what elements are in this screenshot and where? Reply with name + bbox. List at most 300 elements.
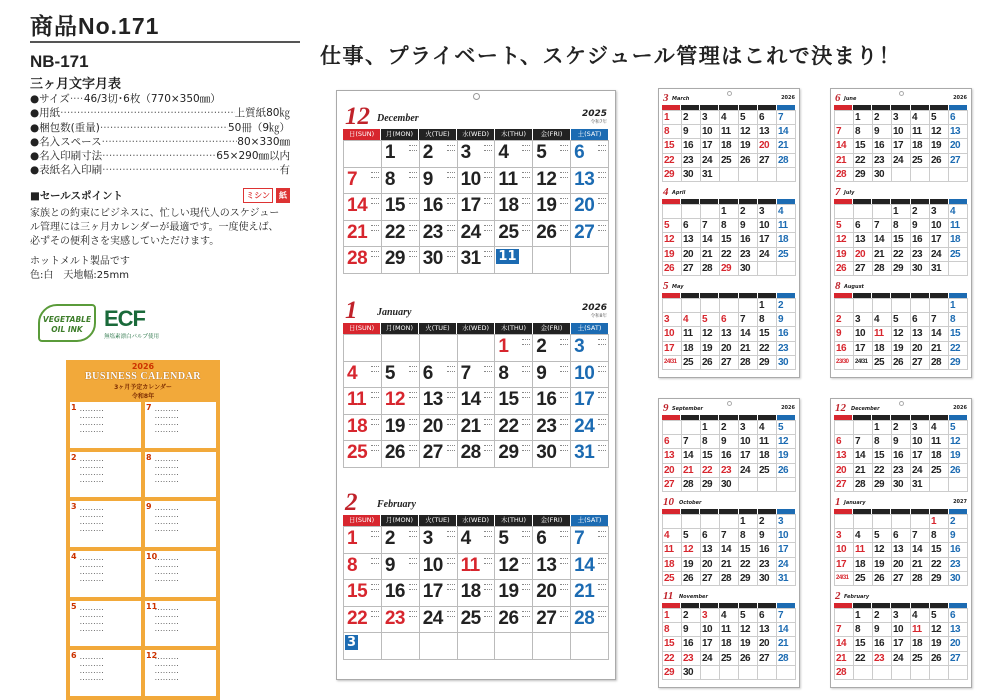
thumbnail-weekday-bar	[834, 293, 968, 298]
thumbnail-month-title	[662, 496, 796, 509]
thumbnail-day-cell: 26	[892, 356, 911, 370]
ecf-logo	[104, 306, 159, 340]
thumbnail-day-cell	[854, 666, 873, 680]
weekday-swatch	[891, 105, 910, 110]
thumbnail-day-cell: 9	[758, 529, 777, 543]
day-cell	[382, 554, 420, 581]
weekday-swatch	[872, 199, 891, 204]
spec-row	[30, 163, 290, 177]
day-cell	[344, 141, 382, 168]
holiday-note-lines	[560, 225, 568, 231]
thumbnail-day-cell: 25	[720, 154, 739, 168]
thumbnail-day-cell: 10	[930, 219, 949, 233]
day-number: 18	[498, 195, 519, 216]
thumbnail-day-cell: 27	[949, 652, 968, 666]
thumbnail-day-cell: 25	[682, 356, 701, 370]
holiday-note-lines	[522, 584, 530, 590]
thumbnail-day-cell: 2	[682, 609, 701, 623]
thumbnail-day-grid	[662, 514, 796, 586]
thumbnail-day-cell: 21	[720, 558, 739, 572]
thumbnail-day-cell: 21	[835, 154, 854, 168]
thumbnail-day-cell: 6	[949, 609, 968, 623]
day-cell	[344, 633, 382, 660]
weekday-swatch	[758, 509, 777, 514]
product-name: 三ヶ月文字月表	[30, 77, 122, 92]
thumbnail-day-cell: 22	[854, 652, 873, 666]
hanging-hole	[473, 93, 480, 100]
thumbnail-day-cell: 30	[873, 168, 892, 182]
thumbnail-day-cell: 11	[911, 623, 930, 637]
weekday-swatch	[758, 415, 777, 420]
thumbnail-day-cell: 9	[720, 435, 739, 449]
day-cell	[420, 168, 458, 195]
thumbnail-day-cell: 3	[739, 421, 758, 435]
perforation-badge: ミシン	[243, 188, 273, 203]
thumbnail-month-number: 7	[835, 186, 841, 198]
weekday-swatch	[719, 105, 738, 110]
day-cell	[382, 335, 420, 362]
headline: 仕事、プライベート、スケジュール管理はこれで決まり！	[320, 44, 902, 68]
month-number: 2	[345, 489, 358, 516]
front-cover-month	[145, 551, 216, 597]
thumbnail-day-cell	[930, 666, 949, 680]
thumbnail-day-cell: 18	[854, 558, 873, 572]
day-number: 11	[347, 389, 367, 410]
spec-value: 46/3切･6枚（770×350㎜）	[83, 93, 221, 105]
thumbnail-day-cell: 23	[739, 248, 758, 262]
thumbnail-day-cell: 18	[949, 233, 968, 247]
front-cover-era: 令和8年	[131, 393, 155, 400]
thumbnail-day-cell: 21	[777, 637, 796, 651]
weekday-swatch	[891, 293, 910, 298]
day-number: 12	[384, 389, 405, 410]
holiday-note-lines	[598, 225, 606, 231]
day-cell	[495, 554, 533, 581]
thumbnail-day-cell: 11	[758, 435, 777, 449]
thumbnail-month-name: June	[844, 96, 857, 102]
thumbnail-day-cell: 19	[739, 637, 758, 651]
day-cell	[533, 633, 571, 660]
day-cell	[495, 415, 533, 442]
thumbnail-month-number: 4	[663, 186, 669, 198]
thumbnail-day-cell: 8	[873, 435, 892, 449]
thumbnail-month-number: 10	[663, 496, 674, 508]
day-cell	[382, 527, 420, 554]
thumbnail-day-cell: 6	[758, 111, 777, 125]
day-number: 27	[422, 442, 443, 463]
holiday-note-lines	[409, 584, 417, 590]
front-cover-month-number: 4	[71, 552, 77, 561]
weekday-header	[343, 323, 609, 334]
day-number: 26	[536, 221, 557, 243]
thumbnail-day-cell	[949, 478, 968, 492]
spec-row	[30, 106, 290, 120]
thumbnail-month-number: 12	[835, 402, 846, 414]
thumbnail-month-title	[834, 590, 968, 603]
thumbnail-day-cell: 6	[663, 435, 682, 449]
thumbnail-day-cell	[892, 299, 911, 313]
thumbnail-day-cell: 10	[835, 543, 854, 557]
thumbnail-day-cell	[949, 168, 968, 182]
day-cell	[533, 362, 571, 389]
weekday-label: 木(THU)	[495, 323, 533, 334]
thumbnail-day-cell: 31	[911, 478, 930, 492]
thumbnail-day-cell: 11	[930, 435, 949, 449]
day-number: 21	[460, 415, 481, 437]
day-cell	[495, 247, 533, 274]
holiday-note-lines	[484, 251, 492, 257]
weekday-swatch	[949, 199, 968, 204]
weekday-swatch	[700, 415, 719, 420]
thumbnail-day-cell: 11	[682, 327, 701, 341]
thumbnail-day-cell: 11	[854, 543, 873, 557]
thumbnail-month-title	[834, 496, 968, 509]
day-number: 11	[498, 168, 518, 190]
weekday-swatch	[700, 199, 719, 204]
day-cell	[382, 362, 420, 389]
thumbnail-day-cell: 16	[835, 342, 854, 356]
thumbnail-month-number: 9	[663, 402, 669, 414]
weekday-swatch	[700, 603, 719, 608]
thumbnail-day-cell: 14	[835, 139, 854, 153]
holiday-note-lines	[598, 611, 606, 617]
thumbnail-day-cell: 26	[663, 262, 682, 276]
thumbnail-day-cell: 12	[777, 435, 796, 449]
day-number: 31	[574, 442, 595, 463]
holiday-note-lines	[409, 558, 417, 564]
thumbnail-day-cell	[777, 168, 796, 182]
thumbnail-day-cell: 17	[854, 342, 873, 356]
thumbnail-month-number: 1	[835, 496, 841, 508]
thumbnail-day-cell	[835, 421, 854, 435]
holiday-note-lines	[598, 145, 606, 151]
day-cell	[458, 141, 496, 168]
day-cell	[533, 388, 571, 415]
thumbnail-day-cell	[930, 478, 949, 492]
thumbnail-day-cell: 19	[701, 342, 720, 356]
thumbnail-day-cell: 27	[758, 154, 777, 168]
day-number: 9	[536, 362, 547, 384]
day-cell	[344, 335, 382, 362]
thumbnail-day-cell: 21	[777, 139, 796, 153]
holiday-note-lines	[484, 531, 492, 537]
day-cell	[458, 194, 496, 221]
thumbnail-day-cell: 23	[911, 248, 930, 262]
day-number: 14	[460, 389, 481, 410]
day-cell	[458, 388, 496, 415]
day-number: 18	[347, 415, 368, 437]
day-cell	[571, 554, 609, 581]
thumbnail-day-cell: 19	[682, 558, 701, 572]
day-cell	[458, 607, 496, 634]
weekday-swatch	[834, 293, 853, 298]
day-cell	[344, 580, 382, 607]
thumbnail-day-cell: 20	[663, 464, 682, 478]
thumbnail-day-cell: 6	[758, 609, 777, 623]
thumbnail-day-cell: 27	[701, 572, 720, 586]
day-number: 8	[384, 168, 395, 190]
holiday-note-lines	[371, 392, 379, 398]
thumbnail-month-number: 8	[835, 280, 841, 292]
thumbnail-month-name: August	[844, 284, 864, 290]
thumbnail-day-cell: 8	[949, 313, 968, 327]
thumbnail-day-cell	[930, 168, 949, 182]
thumbnail-day-cell: 5	[930, 609, 949, 623]
spec-value: 上質紙80㎏	[234, 107, 290, 120]
day-number: 19	[498, 581, 519, 602]
thumbnail-day-cell: 24	[758, 248, 777, 262]
day-number: 17	[422, 581, 443, 602]
thumbnail-month-block	[662, 280, 796, 371]
thumbnail-day-cell: 3	[911, 421, 930, 435]
thumbnail-day-cell: 11	[720, 125, 739, 139]
thumbnail-day-cell: 13	[663, 449, 682, 463]
thumbnail-day-cell: 7	[720, 529, 739, 543]
weekday-swatch	[949, 105, 968, 110]
day-cell	[571, 194, 609, 221]
thumbnail-day-cell: 10	[663, 327, 682, 341]
weekday-swatch	[777, 293, 796, 298]
holiday-note-lines	[447, 558, 455, 564]
day-cell	[382, 168, 420, 195]
holiday-note-lines	[598, 445, 606, 451]
thumbnail-day-cell: 5	[930, 111, 949, 125]
front-cover-month-number: 7	[146, 403, 152, 412]
thumbnail-day-cell	[873, 666, 892, 680]
front-cover-month	[145, 402, 216, 448]
spec-key: ●名入印刷寸法	[30, 150, 103, 163]
holiday-note-lines	[522, 419, 530, 425]
thumbnail-day-cell: 17	[663, 342, 682, 356]
holiday-note-lines	[484, 584, 492, 590]
thumbnail-day-cell: 12	[930, 623, 949, 637]
thumbnail-day-cell: 5	[873, 529, 892, 543]
day-cell	[458, 168, 496, 195]
thumbnail-day-grid	[834, 298, 968, 370]
thumbnail-weekday-bar	[662, 509, 796, 514]
thumbnail-day-cell: 3	[701, 609, 720, 623]
thumbnail-day-cell: 22	[758, 342, 777, 356]
thumbnail-day-cell: 23	[682, 154, 701, 168]
thumbnail-month-name: November	[679, 594, 708, 600]
thumbnail-month-number: 2	[835, 590, 841, 602]
holiday-note-lines	[560, 611, 568, 617]
thumbnail-day-cell: 22	[663, 154, 682, 168]
thumbnail-month-title	[662, 402, 796, 415]
thumbnail-day-cell: 29	[663, 168, 682, 182]
day-cell	[495, 633, 533, 660]
thumbnail-day-cell: 23	[720, 464, 739, 478]
thumbnail-day-cell: 24	[892, 154, 911, 168]
day-cell	[458, 554, 496, 581]
weekday-swatch	[891, 415, 910, 420]
thumbnail-day-cell	[777, 666, 796, 680]
thumbnail-month-block	[834, 92, 968, 183]
thumbnail-month-title	[662, 186, 796, 199]
thumbnail-day-cell: 27	[854, 262, 873, 276]
weekday-swatch	[662, 509, 681, 514]
weekday-label: 水(WED)	[457, 515, 495, 526]
thumbnail-day-cell: 30	[682, 168, 701, 182]
thumbnail-weekday-bar	[662, 293, 796, 298]
day-number: 23	[536, 415, 557, 437]
thumbnail-day-cell: 28	[873, 262, 892, 276]
thumbnail-day-cell: 27	[911, 356, 930, 370]
day-cell	[571, 388, 609, 415]
thumbnail-day-cell: 21	[701, 248, 720, 262]
mini-next-month	[345, 635, 360, 650]
thumbnail-day-cell: 13	[892, 543, 911, 557]
thumbnail-day-cell: 27	[720, 356, 739, 370]
day-cell	[571, 221, 609, 248]
thumbnail-day-cell: 9	[739, 219, 758, 233]
day-cell	[533, 168, 571, 195]
thumbnail-day-cell: 4	[949, 205, 968, 219]
weekday-swatch	[662, 105, 681, 110]
thumbnail-month-title	[834, 402, 968, 415]
day-number: 1	[384, 142, 395, 163]
thumbnail-day-cell: 8	[854, 125, 873, 139]
thumbnail-day-cell	[720, 168, 739, 182]
product-notes	[30, 255, 290, 283]
thumbnail-year: 2026	[953, 95, 967, 101]
weekday-swatch	[758, 293, 777, 298]
weekday-swatch	[891, 199, 910, 204]
weekday-swatch	[681, 199, 700, 204]
thumbnail-day-cell	[720, 515, 739, 529]
day-cell	[344, 221, 382, 248]
holiday-note-lines	[409, 251, 417, 257]
product-number: 商品No.171	[30, 13, 160, 39]
day-cell	[344, 247, 382, 274]
thumbnail-day-cell: 1	[854, 111, 873, 125]
thumbnail-day-cell: 4	[758, 421, 777, 435]
thumbnail-day-cell: 25	[911, 652, 930, 666]
ecf-logo-sub: 無塩素漂白パルプ使用	[104, 334, 160, 340]
thumbnail-day-cell: 30	[911, 262, 930, 276]
thumbnail-day-cell: 13	[758, 623, 777, 637]
day-cell	[533, 194, 571, 221]
thumbnail-weekday-bar	[834, 105, 968, 110]
thumbnail-day-cell: 11	[777, 219, 796, 233]
day-number: 20	[422, 415, 443, 437]
weekday-swatch	[719, 415, 738, 420]
thumbnail-day-cell: 19	[873, 558, 892, 572]
thumbnail-day-cell: 4	[911, 111, 930, 125]
holiday-note-lines	[560, 531, 568, 537]
thumbnail-day-cell: 22	[949, 342, 968, 356]
day-number: 27	[536, 607, 557, 629]
weekday-swatch	[949, 293, 968, 298]
thumbnail-day-cell: 12	[682, 543, 701, 557]
holiday-note-lines	[409, 172, 417, 178]
thumbnail-weekday-bar	[834, 603, 968, 608]
holiday-note-lines	[484, 198, 492, 204]
main-calendar-image	[336, 90, 616, 680]
weekday-swatch	[777, 509, 796, 514]
thumbnail-day-cell: 27	[758, 652, 777, 666]
day-number: 22	[498, 415, 519, 437]
thumbnail-day-cell: 14	[835, 637, 854, 651]
thumbnail-day-cell: 1	[892, 205, 911, 219]
thumbnail-day-cell: 24	[930, 248, 949, 262]
holiday-note-lines	[522, 339, 530, 345]
thumbnail-day-cell: 24	[777, 558, 796, 572]
thumbnail-day-cell: 12	[930, 125, 949, 139]
day-cell	[382, 607, 420, 634]
spec-value: 80×330㎜	[237, 135, 290, 148]
day-number: 24	[460, 221, 481, 243]
thumbnail-day-cell	[682, 299, 701, 313]
day-cell	[571, 141, 609, 168]
thumbnail-day-cell: 8	[854, 623, 873, 637]
thumbnail-day-cell: 30	[682, 666, 701, 680]
weekday-swatch	[739, 415, 758, 420]
weekday-swatch	[700, 105, 719, 110]
weekday-label: 木(THU)	[495, 515, 533, 526]
thumbnail-day-cell: 12	[739, 125, 758, 139]
holiday-note-lines	[371, 558, 379, 564]
weekday-swatch	[949, 509, 968, 514]
thumbnail-day-cell: 13	[949, 125, 968, 139]
day-number: 9	[384, 554, 395, 576]
thumbnail-day-cell: 21	[682, 464, 701, 478]
day-cell	[458, 221, 496, 248]
thumbnail-day-cell: 13	[949, 623, 968, 637]
front-cover-day-lines: ········· ········· ········· ·········	[155, 558, 180, 584]
day-grid	[343, 140, 609, 274]
thumbnail-day-cell: 17	[835, 558, 854, 572]
thumbnail-day-cell: 31	[777, 572, 796, 586]
thumbnail-day-cell: 3	[777, 515, 796, 529]
weekday-swatch	[930, 293, 949, 298]
thumbnail-day-cell: 19	[663, 248, 682, 262]
day-cell	[382, 633, 420, 660]
holiday-note-lines	[598, 531, 606, 537]
day-cell	[420, 362, 458, 389]
thumbnail-day-cell: 3	[892, 609, 911, 623]
holiday-note-lines	[484, 225, 492, 231]
day-cell	[571, 362, 609, 389]
thumbnail-day-cell: 22	[892, 248, 911, 262]
front-cover-day-lines: ········· ········· ········· ·········	[155, 657, 180, 684]
holiday-note-lines	[447, 584, 455, 590]
thumbnail-month-number: 6	[835, 92, 841, 104]
mini-next-month	[496, 249, 520, 264]
thumbnail-month-title	[834, 92, 968, 105]
weekday-swatch	[662, 199, 681, 204]
thumbnail-day-cell: 16	[911, 233, 930, 247]
thumbnail-day-cell: 23	[873, 652, 892, 666]
thumbnail-day-cell: 4	[854, 529, 873, 543]
day-cell	[495, 388, 533, 415]
thumbnail-day-cell: 11	[949, 219, 968, 233]
front-cover-day-lines: ········· ········· ········· ·········	[155, 458, 180, 485]
day-cell	[495, 141, 533, 168]
holiday-note-lines	[371, 445, 379, 451]
thumbnail-day-cell: 9	[835, 327, 854, 341]
weekday-swatch	[930, 509, 949, 514]
month-year: 2025	[581, 109, 607, 119]
thumbnail-day-cell	[682, 515, 701, 529]
holiday-note-lines	[522, 145, 530, 151]
weekday-swatch	[853, 509, 872, 514]
month-block-january	[343, 299, 609, 468]
thumbnail-day-cell: 23	[777, 342, 796, 356]
thumbnail-month-number: 11	[663, 590, 674, 602]
thumbnail-day-cell: 8	[892, 219, 911, 233]
day-cell	[495, 527, 533, 554]
